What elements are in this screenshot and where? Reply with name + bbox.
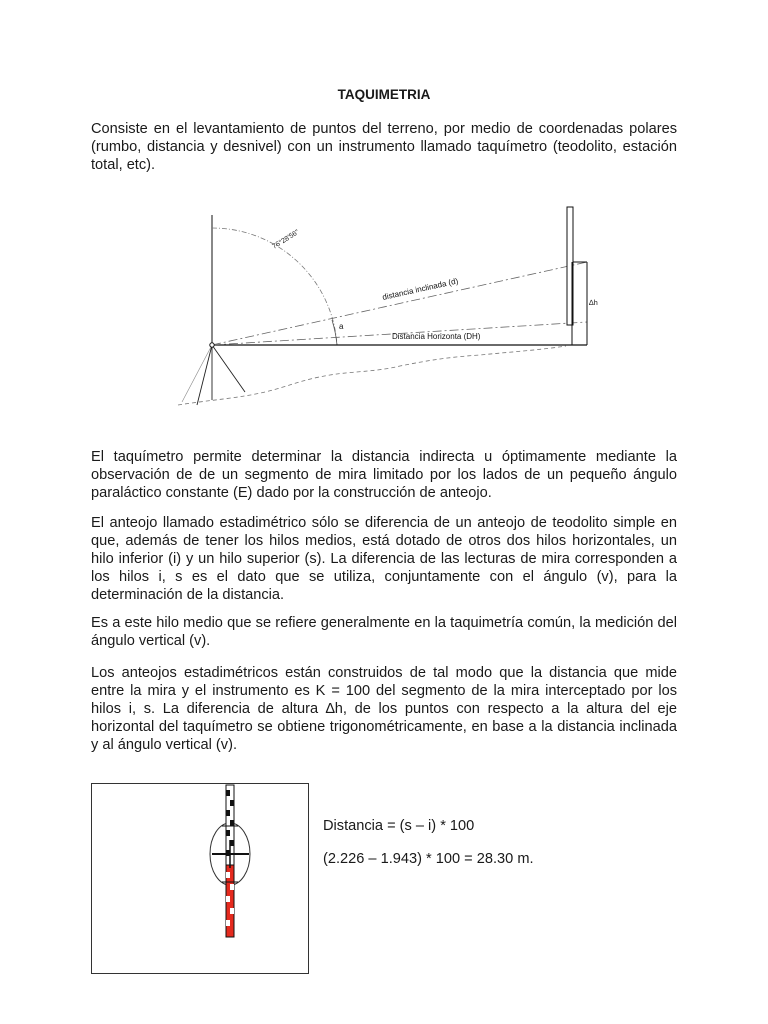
angle-label: 76°28'56" — [271, 228, 301, 251]
intro-paragraph: Consiste en el levantamiento de puntos del terreno, por medio de coordenadas polares (rumbo, distancia y desnivel) con un instrumento llamado taquímetro (teodolito, estación total, etc). — [91, 121, 677, 173]
tripod-leg-right — [212, 345, 245, 392]
paragraph-2: El anteojo llamado estadimétrico sólo se diferencia de un anteojo de teodolito simple en que, además de tener los hilos medios, está dotado de otros dos hilos horizontales, un hilo inferior (i) y un hilo superior (s). La diferencia de las lecturas de mira corresponden a los hilos i, s es el dato que se utiliza, conjuntamente con el ángulo (v), para la determinación de la distancia. — [91, 515, 677, 603]
paragraph-3: Es a este hilo medio que se refiere generalmente en la taquimetría común, la medición del ángulo vertical (v). — [91, 615, 677, 649]
paragraph-1: El taquímetro permite determinar la distancia indirecta u óptimamente mediante la observación de de un segmento de mira limitado por los lados de un pequeño ángulo paraláctico constante (E) dado por la construcción de anteojo. — [91, 449, 677, 501]
formula-line-1: Distancia = (s – i) * 100 — [323, 818, 475, 834]
station-point — [210, 343, 214, 347]
formula-line-2: (2.226 – 1.943) * 100 = 28.30 m. — [323, 851, 534, 867]
terrain-profile — [178, 346, 566, 405]
tripod-plumb-line — [182, 345, 212, 402]
survey-diagram — [0, 0, 768, 440]
delta-h-label: ∆h — [589, 298, 598, 307]
inclined-distance-label: distancia inclinada (d) — [381, 276, 459, 302]
horizontal-distance-label: Distancia Horizonta (DH) — [392, 332, 481, 341]
paragraph-4: Los anteojos estadimétricos están construidos de tal modo que la distancia que mide entre la mira y el instrumento es K = 100 del segmento de la mira interceptado por los hilos i, s. La diferencia de altura ∆h, de los puntos con respecto a la altura del eje horizontal del taquímetro se obtiene trigonométricamente, en base a la distancia inclinada y al ángulo vertical (v). — [91, 665, 677, 753]
slope-angle-label: a — [339, 322, 344, 331]
telescope-view-frame — [91, 783, 309, 974]
tripod-leg-left — [197, 345, 212, 405]
page-title: TAQUIMETRIA — [337, 87, 431, 102]
slope-angle-arc — [332, 320, 337, 345]
